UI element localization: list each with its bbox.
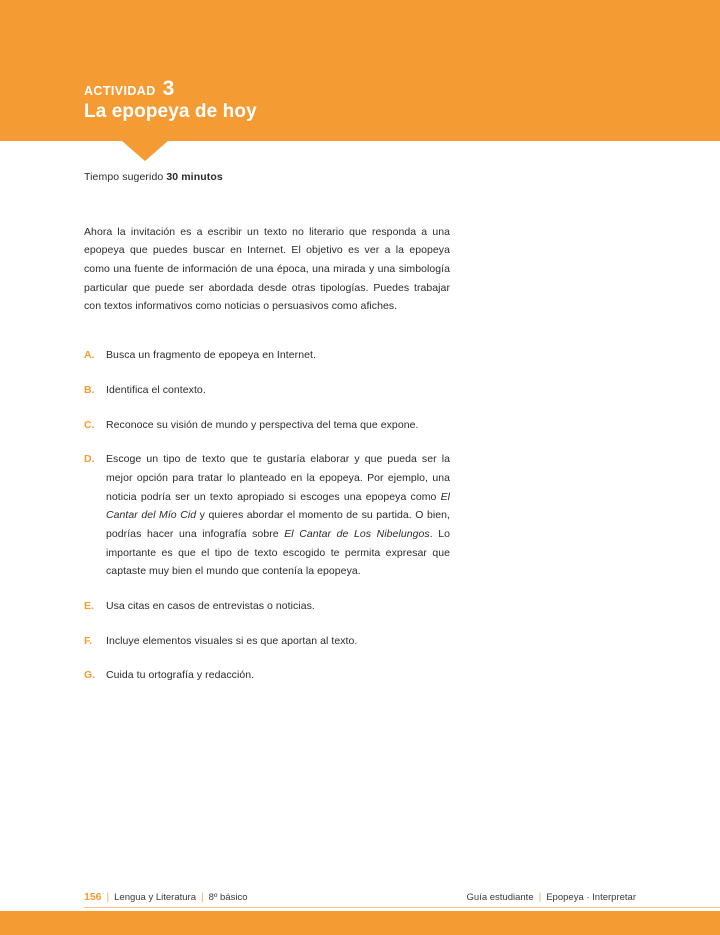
step-text: Cuida tu ortografía y redacción. — [106, 669, 255, 682]
footer-separator-2: | — [201, 892, 204, 903]
page-footer — [84, 888, 636, 906]
step-item — [84, 346, 450, 365]
step-text-run: . Lo importante es que el tipo de texto escogido te permita expresar que captaste muy bien el mundo que contenía la epopeya. — [106, 527, 451, 578]
footer-guide: Guía estudiante — [466, 891, 534, 903]
step-item — [84, 666, 450, 685]
page-title: La epopeya de hoy — [84, 101, 257, 122]
step-letter: G. — [84, 669, 96, 682]
footer-level: 8º básico — [208, 892, 248, 903]
step-letter: F. — [84, 634, 93, 647]
page-number: 156 — [84, 891, 102, 903]
step-item — [84, 597, 450, 616]
step-text: Incluye elementos visuales si es que aportan al texto. — [106, 634, 358, 647]
step-letter: C. — [84, 418, 95, 431]
step-letter: E. — [84, 600, 94, 612]
header-chevron-notch-icon — [122, 141, 168, 161]
suggested-time — [84, 170, 450, 185]
footer-right-group — [467, 892, 636, 903]
footer-divider — [84, 907, 720, 908]
step-text-run: y quieres abordar el momento de su partida. O bien, podrías hacer una infografía sobre — [106, 509, 450, 540]
work-title: El Cantar de Los Nibelungos — [284, 527, 430, 540]
step-item — [84, 450, 450, 581]
footer-accent-band — [0, 911, 720, 935]
step-text: Usa citas en casos de entrevistas o noticias. — [106, 600, 315, 612]
steps-list — [84, 346, 450, 685]
footer-topic: Epopeya · Interpretar — [546, 891, 636, 903]
footer-separator-1: | — [106, 892, 110, 903]
activity-header-content — [84, 0, 720, 141]
suggested-time-value: 30 minutos — [166, 171, 223, 183]
activity-number: 3 — [162, 77, 175, 100]
activity-word: ACTIVIDAD — [84, 84, 156, 98]
step-text: Busca un fragmento de epopeya en Internet. — [106, 349, 316, 362]
step-text — [106, 450, 450, 581]
footer-subject: Lengua y Literatura — [114, 892, 197, 903]
step-text: Reconoce su visión de mundo y perspectiva del tema que expone. — [106, 418, 419, 431]
work-title: El Cantar del Mío Cid — [106, 490, 450, 522]
activity-header-band — [0, 0, 720, 141]
suggested-time-label: Tiempo sugerido — [84, 171, 167, 183]
footer-left-group — [84, 891, 247, 903]
step-item — [84, 381, 450, 400]
activity-content — [84, 170, 450, 701]
step-letter: D. — [84, 453, 95, 466]
intro-paragraph: Ahora la invitación es a escribir un texto no literario que responda a una epopeya que puedes buscar en Internet. El objetivo es ver a la epopeya como una fuente de información de una época, una mirada y una simbología particular que puede ser abordada desde otras tipologías. Puedes trabajar con textos informativos como noticias o persuasivos como afiches. — [84, 225, 450, 313]
activity-label-group — [84, 78, 174, 99]
step-letter: A. — [84, 349, 95, 362]
step-letter: B. — [84, 383, 95, 396]
footer-separator-3: | — [538, 891, 542, 903]
step-text-run: Escoge un tipo de texto que te gustaría elaborar y que pueda ser la mejor opción para tratar lo planteado en la epopeya. Por ejemplo, una noticia podría ser un texto apropiado si escoges una epopeya como — [106, 453, 450, 503]
step-item — [84, 416, 450, 435]
step-item — [84, 632, 450, 651]
step-text: Identifica el contexto. — [106, 383, 206, 396]
